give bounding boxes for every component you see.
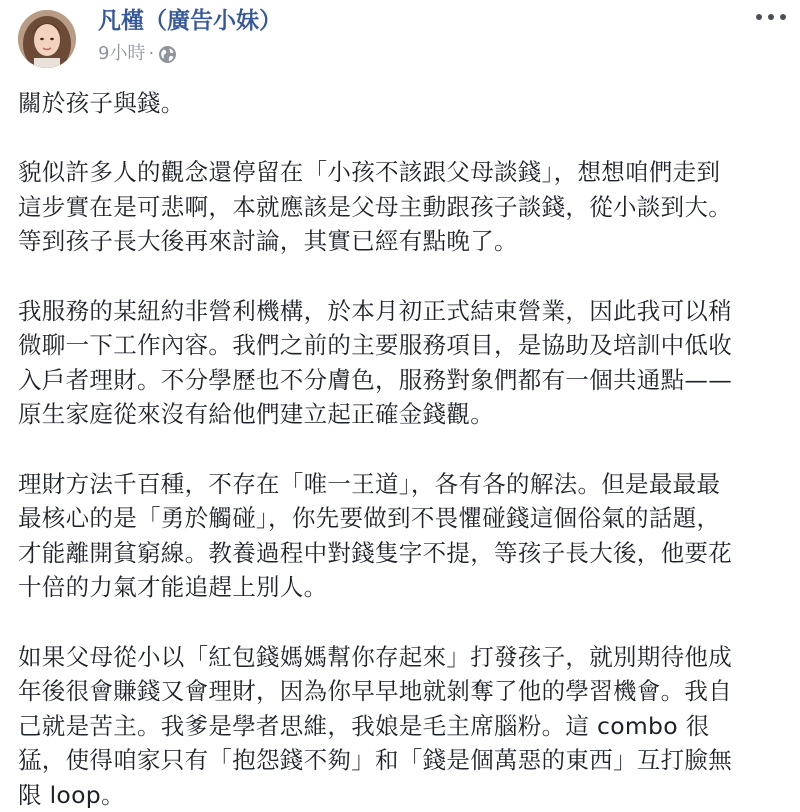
author-name[interactable]: 凡槿（廣告小妹） <box>98 6 282 36</box>
post-paragraph: 如果父母從小以「紅包錢媽媽幫你存起來」打發孩子，就別期待他成 年後很會賺錢又會理財，因為你早早地就剝奪了他的學習機會。我自 己就是苦主。我爹是學者思維，我娘是毛主席腦粉。這 combo 很 猛，使得咱家只有「抱怨錢不夠」和「錢是個萬惡的東西」互打臉無 限 loop。 <box>18 640 788 812</box>
more-options-button[interactable] <box>756 8 786 26</box>
globe-icon[interactable] <box>158 45 177 64</box>
avatar[interactable] <box>18 10 76 68</box>
post-paragraph: 貌似許多人的觀念還停留在「小孩不該跟父母談錢」，想想咱們走到 這步實在是可悲啊，本就應該是父母主動跟孩子談錢，從小談到大。 等到孩子長大後再來討論，其實已經有點晚了。 <box>18 155 788 259</box>
post-paragraph: 關於孩子與錢。 <box>18 86 788 121</box>
meta-separator: · <box>148 42 154 66</box>
post-timestamp[interactable]: 9小時 <box>98 42 145 66</box>
post-body <box>18 86 788 812</box>
post-header <box>0 0 800 80</box>
more-dots-icon <box>768 14 774 20</box>
post-paragraph: 理財方法千百種，不存在「唯一王道」，各有各的解法。但是最最最 最核心的是「勇於觸碰」，你先要做到不畏懼碰錢這個俗氣的話題， 才能離開貧窮線。教養過程中對錢隻字不提，等孩子長大後，他要花 十倍的力氣才能追趕上別人。 <box>18 467 788 605</box>
post-paragraph: 我服務的某紐約非營利機構，於本月初正式結束營業，因此我可以稍 微聊一下工作內容。我們之前的主要服務項目，是協助及培訓中低收 入戶者理財。不分學歷也不分膚色，服務對象們都有一個共通點—— 原生家庭從來沒有給他們建立起正確金錢觀。 <box>18 294 788 432</box>
avatar-photo <box>18 10 76 68</box>
post-meta <box>98 42 177 66</box>
more-dots-icon <box>756 14 762 20</box>
more-dots-icon <box>780 14 786 20</box>
